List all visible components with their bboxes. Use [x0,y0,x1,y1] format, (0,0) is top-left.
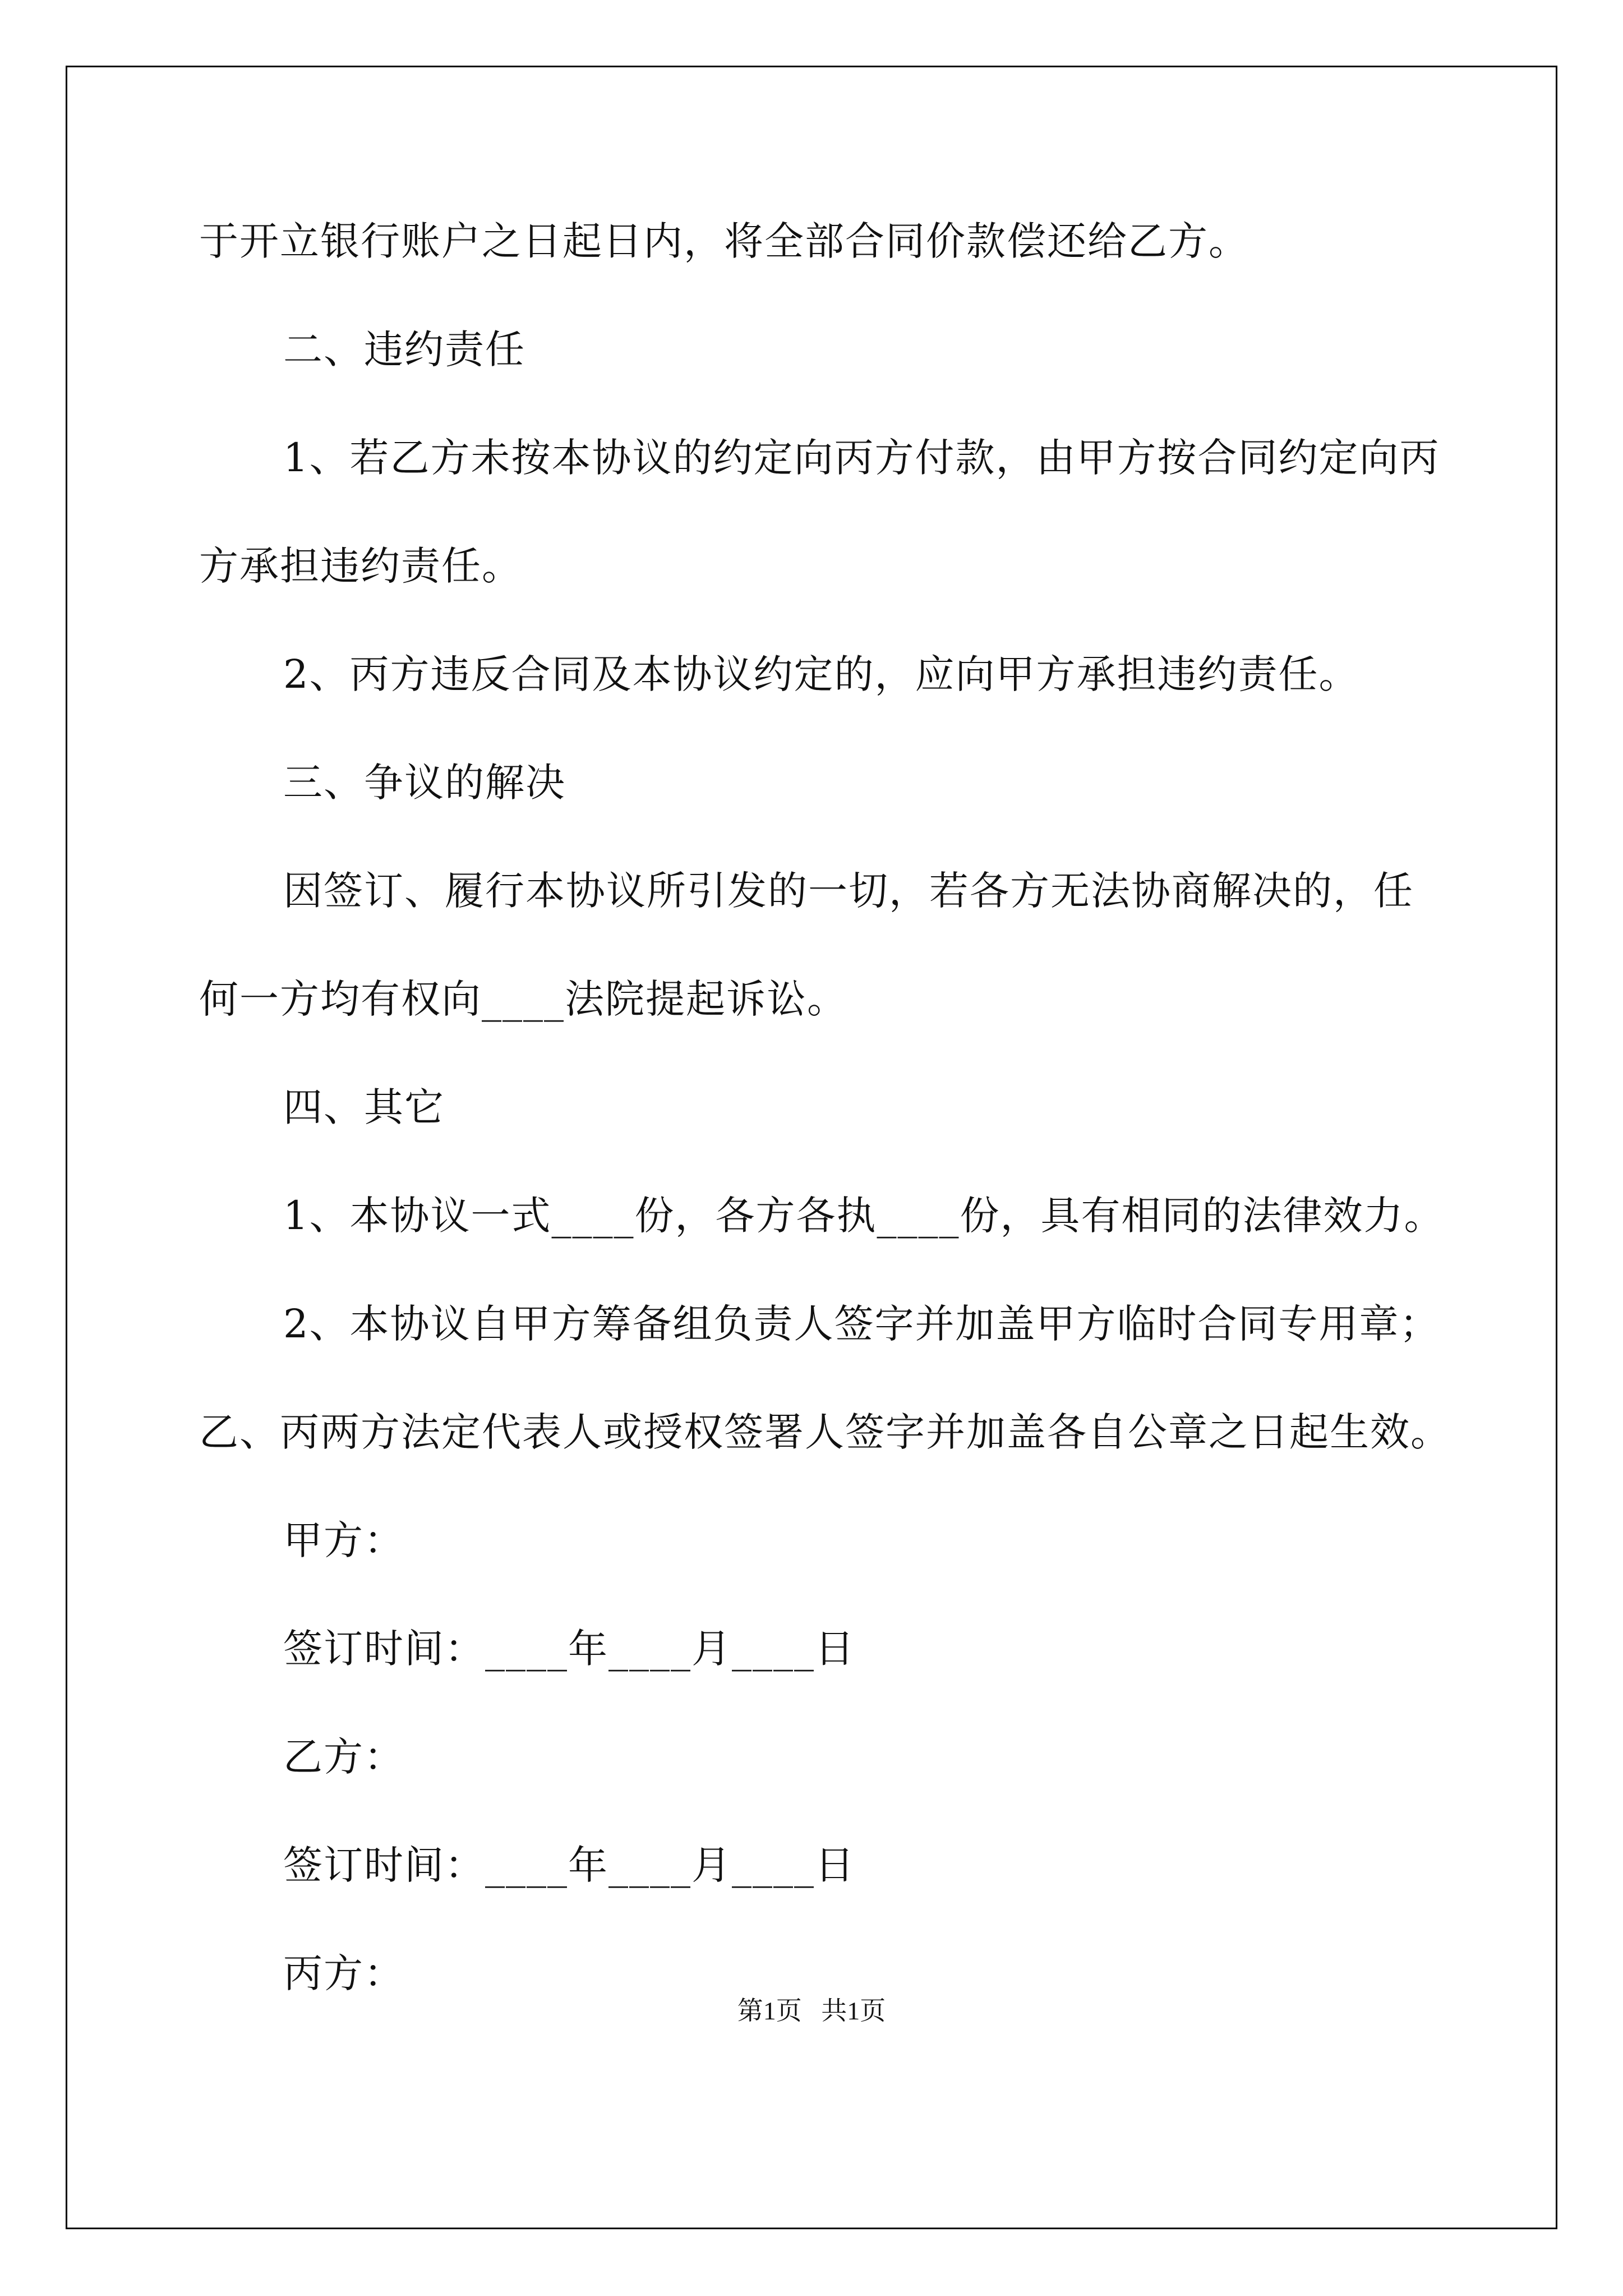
paragraph-line: 1、本协议一式____份，各方各执____份，具有相同的法律效力。 [283,1193,1445,1239]
signing-date-line: 签订时间：____年____月____日 [283,1626,855,1672]
party-a-label: 甲方： [283,1517,404,1563]
paragraph-line: 2、丙方违反合同及本协议约定的，应向甲方承担违约责任。 [283,651,1359,697]
section-heading: 三、争议的解决 [283,760,566,806]
paragraph-line: 于开立银行账户之日起日内，将全部合同价款偿还给乙方。 [199,218,1249,264]
page-border [66,66,1557,2229]
section-heading: 四、其它 [283,1084,445,1130]
party-c-label: 丙方： [283,1950,404,1996]
paragraph-line: 方承担违约责任。 [199,543,522,589]
paragraph-line: 2、本协议自甲方筹备组负责人签字并加盖甲方临时合同专用章； [283,1301,1440,1347]
party-b-label: 乙方： [283,1734,404,1780]
page-footer: 第1页 共1页 [737,1996,886,2025]
paragraph-line: 1、若乙方未按本协议的约定向丙方付款，由甲方按合同约定向丙 [283,435,1440,481]
paragraph-line: 何一方均有权向____法院提起诉讼。 [199,976,847,1022]
signing-date-line: 签订时间：____年____月____日 [283,1842,855,1888]
paragraph-line: 乙、丙两方法定代表人或授权签署人签字并加盖各自公章之日起生效。 [199,1409,1451,1455]
section-heading: 二、违约责任 [283,326,525,372]
paragraph-line: 因签订、履行本协议所引发的一切，若各方无法协商解决的，任 [283,868,1414,914]
